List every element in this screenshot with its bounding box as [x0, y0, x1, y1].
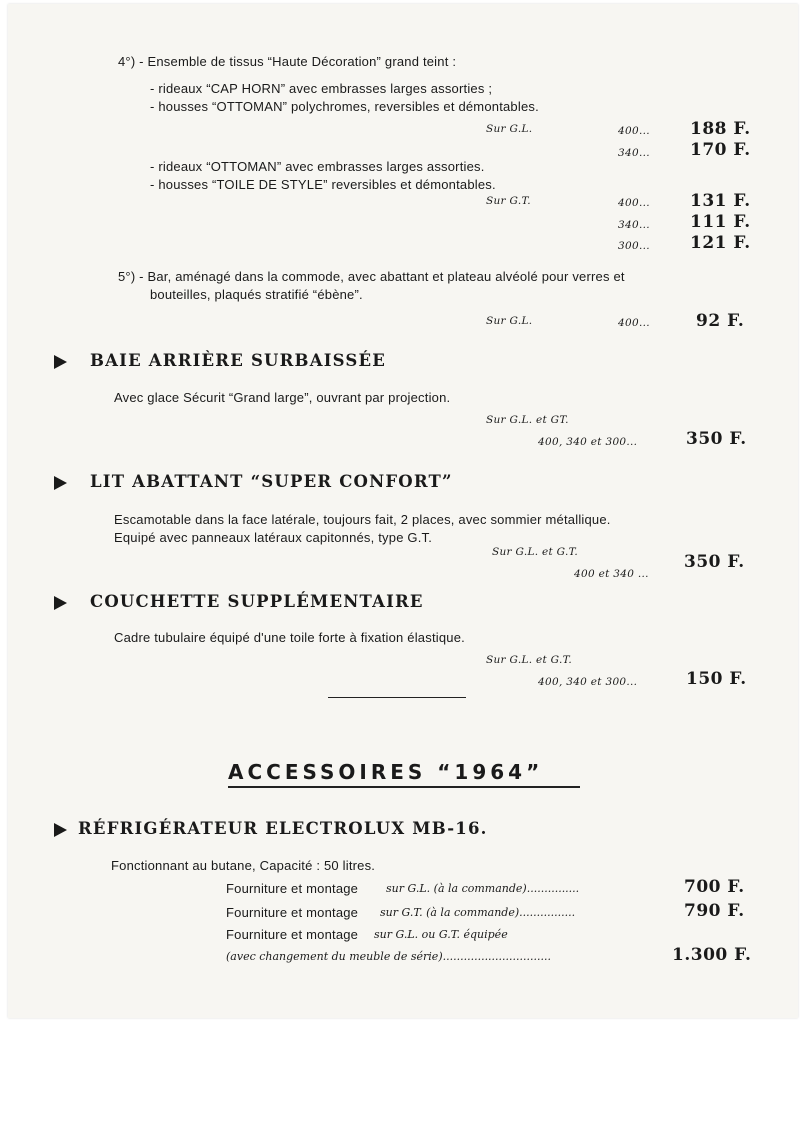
baie-arrow-icon	[54, 355, 67, 369]
refrigerateur-desc: Fonctionnant au butane, Capacité : 50 litres.	[111, 858, 376, 873]
item4-heading: 4°) - Ensemble de tissus “Haute Décoration” grand teint :	[118, 54, 457, 69]
refrigerateur-row4-ital: (avec changement du meuble de série)...............................	[226, 950, 551, 963]
baie-models: 400, 340 et 300...	[538, 436, 638, 448]
item4-line-b1: - rideaux “OTTOMAN” avec embrasses larges assorties.	[150, 159, 485, 174]
baie-title: BAIE ARRIÈRE SURBAISSÉE	[90, 351, 387, 370]
lit-price: 350 F.	[684, 552, 745, 572]
baie-label: Sur G.L. et GT.	[486, 414, 569, 426]
item4-model-b1: 400...	[618, 197, 650, 209]
refrigerateur-arrow-icon	[54, 823, 67, 837]
item4-model-b3: 300...	[618, 240, 650, 252]
item5-line2: bouteilles, plaqués stratifié “ébène”.	[150, 287, 363, 302]
item4-price-b2: 111 F.	[690, 212, 751, 232]
couchette-desc: Cadre tubulaire équipé d'une toile forte à fixation élastique.	[114, 630, 465, 645]
refrigerateur-row1-ital: sur G.L. (à la commande)...............	[386, 882, 580, 895]
baie-price: 350 F.	[686, 429, 747, 449]
accessoires-underline	[228, 786, 580, 788]
item4-price-a1: 188 F.	[690, 119, 751, 139]
item4-model-b2: 340...	[618, 219, 650, 231]
refrigerateur-row2-price: 790 F.	[684, 901, 745, 921]
section-divider	[328, 697, 466, 698]
refrigerateur-row2-text: Fourniture et montage	[226, 905, 359, 920]
couchette-arrow-icon	[54, 596, 67, 610]
lit-desc1: Escamotable dans la face latérale, toujours fait, 2 places, avec sommier métallique.	[114, 512, 611, 527]
item4-model-a2: 340...	[618, 147, 650, 159]
item4-price-a2: 170 F.	[690, 140, 751, 160]
refrigerateur-row1-price: 700 F.	[684, 877, 745, 897]
refrigerateur-row3-text: Fourniture et montage	[226, 927, 359, 942]
lit-models: 400 et 340 ...	[574, 568, 649, 580]
item5-line1: 5°) - Bar, aménagé dans la commode, avec abattant et plateau alvéolé pour verres et	[118, 269, 625, 284]
refrigerateur-title: RÉFRIGÉRATEUR ELECTROLUX MB-16.	[78, 819, 488, 838]
item4-label-a: Sur G.L.	[486, 123, 533, 135]
item4-label-b: Sur G.T.	[486, 195, 531, 207]
item4-model-a1: 400...	[618, 125, 650, 137]
item4-line-a2: - housses “OTTOMAN” polychromes, reversibles et démontables.	[150, 99, 539, 114]
item4-price-b1: 131 F.	[690, 191, 751, 211]
lit-title: LIT ABATTANT “SUPER CONFORT”	[90, 472, 453, 491]
refrigerateur-row1-text: Fourniture et montage	[226, 881, 359, 896]
refrigerateur-row3-ital: sur G.L. ou G.T. équipée	[374, 928, 508, 941]
accessoires-title: ACCESSOIRES “1964”	[228, 760, 544, 784]
couchette-title: COUCHETTE SUPPLÉMENTAIRE	[90, 592, 424, 611]
lit-desc2: Equipé avec panneaux latéraux capitonnés, type G.T.	[114, 530, 433, 545]
couchette-price: 150 F.	[686, 669, 747, 689]
lit-arrow-icon	[54, 476, 67, 490]
couchette-models: 400, 340 et 300...	[538, 676, 638, 688]
refrigerateur-row4-price: 1.300 F.	[672, 945, 752, 965]
refrigerateur-row2-ital: sur G.T. (à la commande)................	[380, 906, 576, 919]
item5-label: Sur G.L.	[486, 315, 533, 327]
item4-price-b3: 121 F.	[690, 233, 751, 253]
item4-line-a1: - rideaux “CAP HORN” avec embrasses larges assorties ;	[150, 81, 493, 96]
item4-line-b2: - housses “TOILE DE STYLE” reversibles et démontables.	[150, 177, 496, 192]
couchette-label: Sur G.L. et G.T.	[486, 654, 573, 666]
item5-price: 92 F.	[696, 311, 745, 331]
item5-model: 400...	[618, 317, 650, 329]
lit-label: Sur G.L. et G.T.	[492, 546, 579, 558]
catalog-page	[8, 4, 798, 1018]
baie-desc: Avec glace Sécurit “Grand large”, ouvrant par projection.	[114, 390, 451, 405]
